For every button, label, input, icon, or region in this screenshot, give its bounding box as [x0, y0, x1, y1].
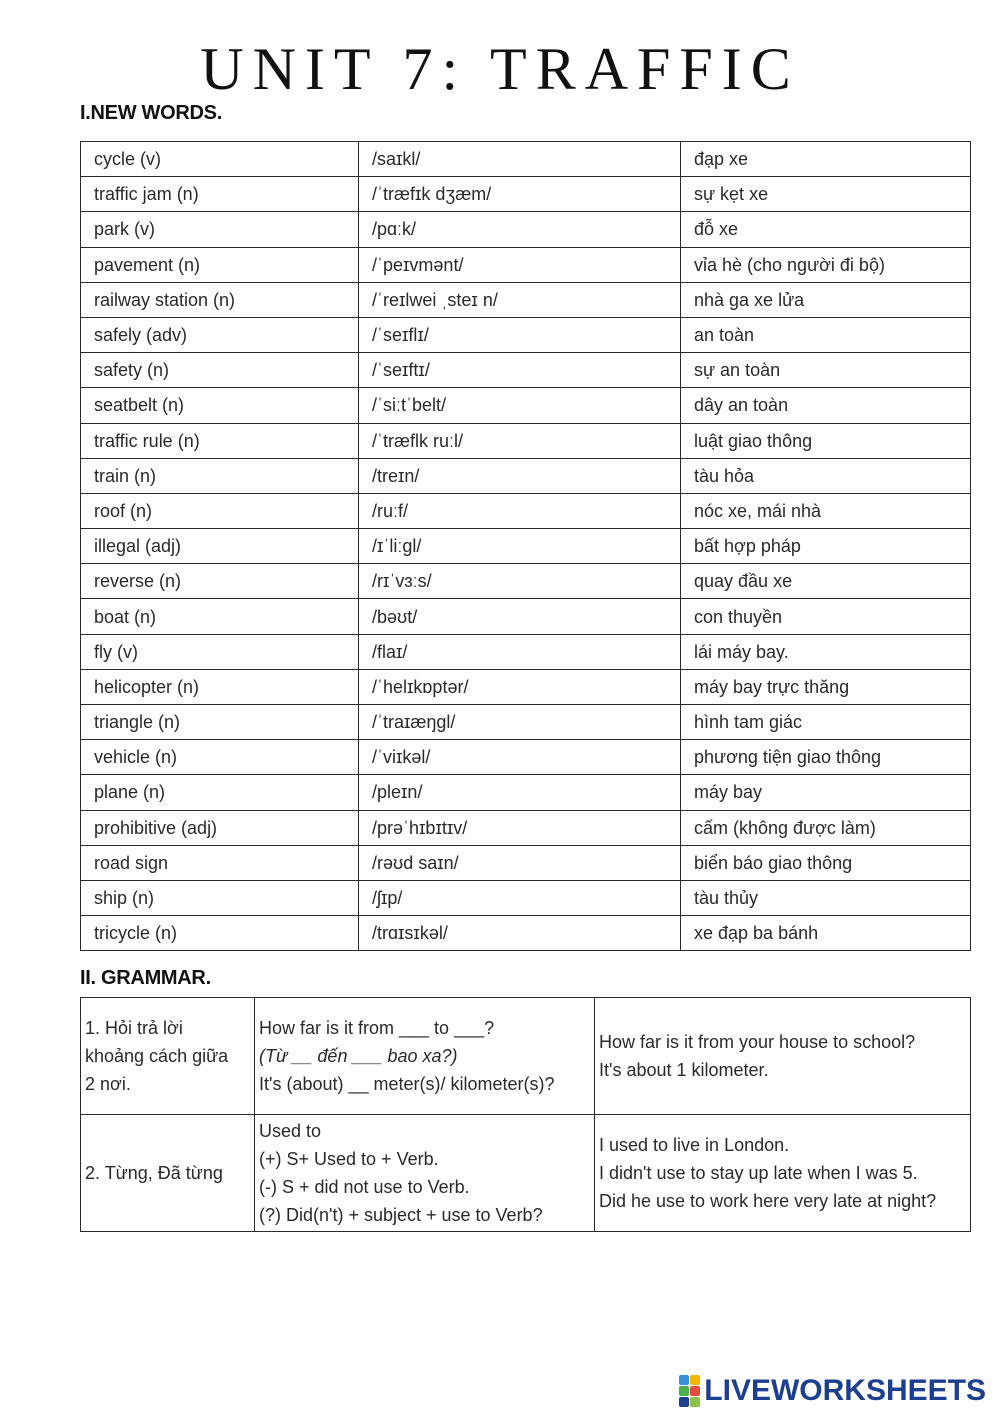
grammar-topic: [81, 998, 255, 1115]
vocab-meaning: luật giao thông: [681, 423, 971, 458]
vocab-meaning: sự an toàn: [681, 353, 971, 388]
vocab-word: traffic jam (n): [81, 177, 359, 212]
vocab-word: safely (adv): [81, 317, 359, 352]
table-row: [81, 212, 971, 247]
vocab-pronunciation: /ˈviɪkəl/: [359, 740, 681, 775]
vocab-meaning: quay đầu xe: [681, 564, 971, 599]
vocabulary-table: [80, 141, 971, 951]
table-row: [81, 916, 971, 951]
vocab-meaning: biển báo giao thông: [681, 845, 971, 880]
vocab-word: pavement (n): [81, 247, 359, 282]
grammar-line: It's about 1 kilometer.: [599, 1060, 769, 1080]
vocab-word: boat (n): [81, 599, 359, 634]
table-row: [81, 493, 971, 528]
vocab-word: triangle (n): [81, 705, 359, 740]
grammar-line: (Từ __ đến ___ bao xa?): [259, 1046, 458, 1066]
liveworksheets-icon: [679, 1375, 700, 1407]
vocab-pronunciation: /prəˈhɪbɪtɪv/: [359, 810, 681, 845]
vocab-word: vehicle (n): [81, 740, 359, 775]
grammar-line: 2 nơi.: [85, 1074, 131, 1094]
grammar-line: 2. Từng, Đã từng: [85, 1163, 223, 1183]
grammar-line: khoảng cách giữa: [85, 1046, 229, 1066]
vocab-meaning: tàu hỏa: [681, 458, 971, 493]
table-row: [81, 247, 971, 282]
vocab-word: safety (n): [81, 353, 359, 388]
vocab-word: illegal (adj): [81, 529, 359, 564]
vocab-pronunciation: /ˈseɪflɪ/: [359, 317, 681, 352]
table-row: [81, 282, 971, 317]
table-row: [81, 353, 971, 388]
grammar-line: How far is it from ___ to ___?: [259, 1018, 495, 1038]
table-row: [81, 740, 971, 775]
vocab-pronunciation: /trɑɪsɪkəl/: [359, 916, 681, 951]
vocab-meaning: an toàn: [681, 317, 971, 352]
vocab-pronunciation: /ʃɪp/: [359, 880, 681, 915]
vocab-pronunciation: /pɑːk/: [359, 212, 681, 247]
vocab-pronunciation: /ˈtraɪæŋgl/: [359, 705, 681, 740]
vocab-meaning: xe đạp ba bánh: [681, 916, 971, 951]
table-row: [81, 705, 971, 740]
vocab-meaning: máy bay: [681, 775, 971, 810]
vocab-pronunciation: /saɪkl/: [359, 142, 681, 177]
vocab-meaning: nóc xe, mái nhà: [681, 493, 971, 528]
grammar-line: (?) Did(n't) + subject + use to Verb?: [259, 1205, 543, 1225]
vocab-pronunciation: /treɪn/: [359, 458, 681, 493]
grammar-line: I used to live in London.: [599, 1135, 790, 1155]
vocab-pronunciation: /rɪˈvɜːs/: [359, 564, 681, 599]
vocab-meaning: con thuyền: [681, 599, 971, 634]
grammar-topic: [81, 1115, 255, 1232]
vocab-meaning: lái máy bay.: [681, 634, 971, 669]
vocab-meaning: đỗ xe: [681, 212, 971, 247]
grammar-line: It's (about) __ meter(s)/ kilometer(s)?: [259, 1074, 555, 1094]
vocab-word: prohibitive (adj): [81, 810, 359, 845]
vocab-pronunciation: /bəʊt/: [359, 599, 681, 634]
table-row: [81, 388, 971, 423]
vocab-pronunciation: /pleɪn/: [359, 775, 681, 810]
section-heading-grammar: II. GRAMMAR.: [80, 967, 211, 989]
logo-square: [679, 1397, 689, 1407]
vocab-meaning: sự kẹt xe: [681, 177, 971, 212]
liveworksheets-logo: [679, 1374, 986, 1408]
brand-name: LIVEWORKSHEETS: [704, 1374, 986, 1407]
table-row: [81, 458, 971, 493]
vocab-meaning: máy bay trực thăng: [681, 669, 971, 704]
vocab-word: ship (n): [81, 880, 359, 915]
vocab-word: cycle (v): [81, 142, 359, 177]
vocab-pronunciation: /ˈtræflk ruːl/: [359, 423, 681, 458]
vocab-pronunciation: /rəʊd saɪn/: [359, 845, 681, 880]
table-row: [81, 810, 971, 845]
logo-square: [690, 1375, 700, 1385]
vocab-word: train (n): [81, 458, 359, 493]
table-row: [81, 177, 971, 212]
vocab-word: fly (v): [81, 634, 359, 669]
table-row: [81, 669, 971, 704]
vocab-pronunciation: /ˈreɪlwei ˌsteɪ n/: [359, 282, 681, 317]
vocab-word: traffic rule (n): [81, 423, 359, 458]
vocab-pronunciation: /ˈtræfɪk dʒæm/: [359, 177, 681, 212]
vocab-word: plane (n): [81, 775, 359, 810]
vocab-meaning: đạp xe: [681, 142, 971, 177]
vocab-word: road sign: [81, 845, 359, 880]
grammar-table: [80, 997, 971, 1232]
grammar-structure: [255, 1115, 595, 1232]
table-row: [81, 845, 971, 880]
vocab-meaning: bất hợp pháp: [681, 529, 971, 564]
logo-square: [690, 1386, 700, 1396]
grammar-row: [81, 1115, 971, 1232]
table-row: [81, 880, 971, 915]
grammar-row: [81, 998, 971, 1115]
table-row: [81, 599, 971, 634]
grammar-line: I didn't use to stay up late when I was 5.: [599, 1163, 918, 1183]
grammar-examples: [595, 1115, 971, 1232]
table-row: [81, 142, 971, 177]
table-row: [81, 423, 971, 458]
table-row: [81, 634, 971, 669]
vocab-pronunciation: /ˈsiːtˈbelt/: [359, 388, 681, 423]
vocab-pronunciation: /ˈseɪftɪ/: [359, 353, 681, 388]
section-heading-new-words: I.NEW WORDS.: [80, 102, 222, 124]
table-row: [81, 529, 971, 564]
logo-square: [679, 1375, 689, 1385]
logo-square: [679, 1386, 689, 1396]
vocab-meaning: vỉa hè (cho người đi bộ): [681, 247, 971, 282]
vocab-word: park (v): [81, 212, 359, 247]
table-row: [81, 564, 971, 599]
vocab-pronunciation: /flaɪ/: [359, 634, 681, 669]
grammar-line: How far is it from your house to school?: [599, 1032, 916, 1052]
grammar-line: (-) S + did not use to Verb.: [259, 1177, 470, 1197]
vocab-meaning: phương tiện giao thông: [681, 740, 971, 775]
page-title: UNIT 7: TRAFFIC: [200, 36, 800, 102]
vocab-meaning: cấm (không được làm): [681, 810, 971, 845]
vocab-pronunciation: /ɪˈliːgl/: [359, 529, 681, 564]
vocab-meaning: nhà ga xe lửa: [681, 282, 971, 317]
grammar-line: 1. Hỏi trả lời: [85, 1018, 183, 1038]
vocab-word: helicopter (n): [81, 669, 359, 704]
grammar-examples: [595, 998, 971, 1115]
vocab-word: seatbelt (n): [81, 388, 359, 423]
vocab-word: railway station (n): [81, 282, 359, 317]
vocab-word: reverse (n): [81, 564, 359, 599]
table-row: [81, 775, 971, 810]
vocab-word: roof (n): [81, 493, 359, 528]
vocab-meaning: hình tam giác: [681, 705, 971, 740]
logo-square: [690, 1397, 700, 1407]
grammar-structure: [255, 998, 595, 1115]
grammar-line: Did he use to work here very late at night?: [599, 1191, 937, 1211]
vocab-pronunciation: /ˈpeɪvmənt/: [359, 247, 681, 282]
vocab-pronunciation: /ˈhelɪkɒptər/: [359, 669, 681, 704]
vocab-meaning: tàu thủy: [681, 880, 971, 915]
vocab-word: tricycle (n): [81, 916, 359, 951]
table-row: [81, 317, 971, 352]
grammar-line: (+) S+ Used to + Verb.: [259, 1149, 439, 1169]
vocab-meaning: dây an toàn: [681, 388, 971, 423]
grammar-line: Used to: [259, 1121, 322, 1141]
vocab-pronunciation: /ruːf/: [359, 493, 681, 528]
